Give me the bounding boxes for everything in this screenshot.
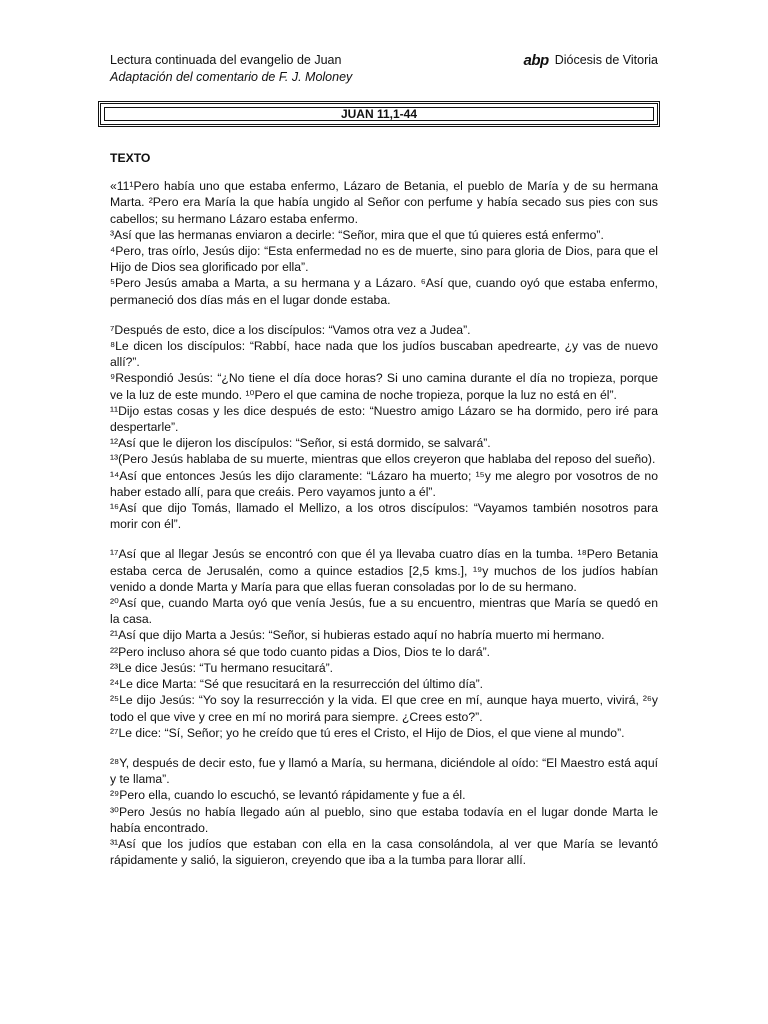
verse-paragraph: ⁹Respondió Jesús: “¿No tiene el día doce horas? Si uno camina durante el día no tropieza, porque ve la luz de este mundo. ¹⁰Pero el que camina de noche tropieza, porque la luz no está en él”.	[110, 371, 658, 402]
verse-paragraph: ²³Le dice Jesús: “Tu hermano resucitará”.	[110, 660, 334, 675]
verse-paragraph: ⁸Le dicen los discípulos: “Rabbí, hace nada que los judíos buscaban apedrearte, ¿y vas de nuevo allí?”.	[110, 339, 658, 370]
section-heading: TEXTO	[110, 151, 151, 165]
paragraph-gap	[110, 532, 658, 546]
verse-paragraph: ¹⁶Así que dijo Tomás, llamado el Mellizo, a los otros discípulos: “Vayamos también nosotros para morir con él”.	[110, 501, 658, 532]
verse-paragraph: ²⁸Y, después de decir esto, fue y llamó a María, su hermana, diciéndole al oído: “El Maestro está aquí y te llama”.	[110, 755, 658, 787]
paragraph-gap	[110, 741, 658, 755]
verse-paragraph: ²²Pero incluso ahora sé que todo cuanto pidas a Dios, Dios te lo dará”.	[110, 644, 491, 659]
verse-paragraph: ²⁹Pero ella, cuando lo escuchó, se levantó rápidamente y fue a él.	[110, 788, 466, 803]
verse-paragraph: «11¹Pero había uno que estaba enfermo, Lázaro de Betania, el pueblo de María y de su hermana Marta. ²Pero era María la que había ungido al Señor con perfume y había secado sus pies con sus cabellos; su hermano Lázaro estaba enfermo.	[110, 179, 658, 226]
header-org	[524, 52, 658, 69]
passage-title-box	[98, 101, 660, 127]
verse-paragraph: ³Así que las hermanas enviaron a decirle: “Señor, mira que el que tú quieres está enfermo”.	[110, 227, 604, 242]
verse-paragraph: ¹¹Dijo estas cosas y les dice después de esto: “Nuestro amigo Lázaro se ha dormido, pero iré para despertarle”.	[110, 403, 658, 435]
verse-paragraph: ⁵Pero Jesús amaba a Marta, a su hermana y a Lázaro. ⁶Así que, cuando oyó que estaba enfermo, permaneció dos días más en el lugar donde estaba.	[110, 276, 658, 307]
verse-paragraph: ¹⁷Así que al llegar Jesús se encontró con que él ya llevaba cuatro días en la tumba. ¹⁸Pero Betania estaba cerca de Jerusalén, como a quince estadios [2,5 kms.], ¹⁹y muchos de los judíos habían venido a donde Marta y María para que ellas fueran consoladas por lo de su hermano.	[110, 547, 658, 594]
verse-paragraph: ⁷Después de esto, dice a los discípulos: “Vamos otra vez a Judea”.	[110, 322, 471, 337]
document-header	[110, 52, 352, 86]
passage-title: JUAN 11,1-44	[104, 107, 654, 121]
verse-paragraph: ³⁰Pero Jesús no había llegado aún al pueblo, sino que estaba todavía en el lugar donde Marta le había encontrado.	[110, 804, 658, 835]
paragraph-list	[110, 178, 658, 868]
verse-paragraph: ²⁷Le dice: “Sí, Señor; yo he creído que tú eres el Cristo, el Hijo de Dios, el que viene al mundo”.	[110, 725, 625, 740]
verse-paragraph: ⁴Pero, tras oírlo, Jesús dijo: “Esta enfermedad no es de muerte, sino para gloria de Dios, para que el Hijo de Dios sea glorificado por ella”.	[110, 244, 658, 275]
header-title: Lectura continuada del evangelio de Juan	[110, 53, 342, 67]
text-body	[110, 150, 658, 868]
verse-paragraph: ²⁰Así que, cuando Marta oyó que venía Jesús, fue a su encuentro, mientras que María se quedó en la casa.	[110, 596, 658, 627]
verse-paragraph: ³¹Así que los judíos que estaban con ella en la casa consolándola, al ver que María se levantó rápidamente y salió, la siguieron, creyendo que iba a la tumba para llorar allí.	[110, 836, 658, 868]
verse-paragraph: ¹³(Pero Jesús hablaba de su muerte, mientras que ellos creyeron que hablaba del reposo del sueño).	[110, 452, 656, 467]
header-subtitle: Adaptación del comentario de F. J. Moloney	[110, 70, 353, 84]
org-name: Diócesis de Vitoria	[554, 53, 658, 67]
verse-paragraph: ²⁵Le dijo Jesús: “Yo soy la resurrección y la vida. El que cree en mí, aunque haya muerto, vivirá, ²⁶y todo el que vive y cree en mí no morirá para siempre. ¿Crees esto?”.	[110, 693, 658, 724]
verse-paragraph: ²¹Así que dijo Marta a Jesús: “Señor, si hubieras estado aquí no habría muerto mi hermano.	[110, 628, 605, 643]
verse-paragraph: ²⁴Le dice Marta: “Sé que resucitará en la resurrección del último día”.	[110, 677, 484, 692]
verse-paragraph: ¹⁴Así que entonces Jesús les dijo claramente: “Lázaro ha muerto; ¹⁵y me alegro por vosotros de no haber estado allí, para que creáis. Pero vayamos junto a él”.	[110, 468, 658, 499]
paragraph-gap	[110, 308, 658, 322]
verse-paragraph: ¹²Así que le dijeron los discípulos: “Señor, si está dormido, se salvará”.	[110, 436, 491, 451]
abp-logo: abp	[523, 52, 549, 69]
